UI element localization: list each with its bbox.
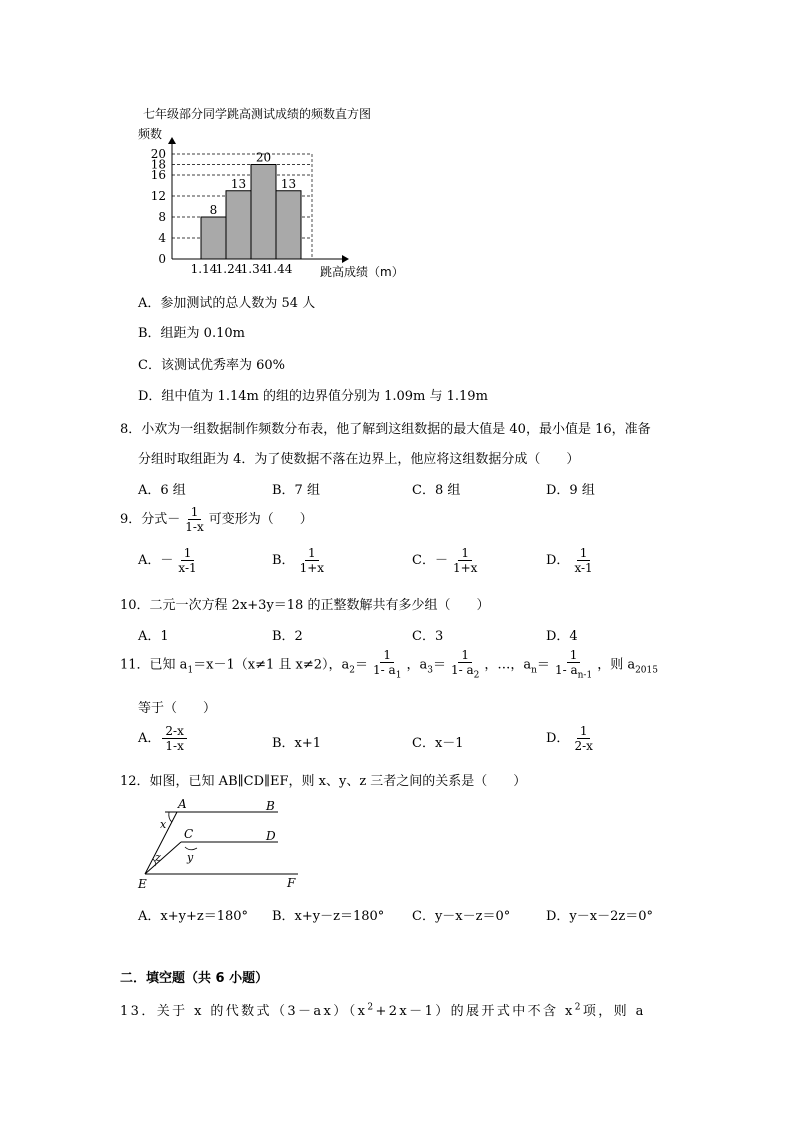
q7-option-d: D．组中值为 1.14m 的组的边界值分别为 1.09m 与 1.19m — [138, 389, 488, 404]
label-c: C — [184, 827, 194, 841]
frac-sub: n-1 — [577, 670, 593, 681]
q9-option-a — [138, 546, 202, 575]
q10-option-d: D．4 — [546, 629, 578, 644]
q9-suffix: 可变形为（ ） — [208, 512, 313, 527]
frac-num: 1 — [577, 724, 591, 739]
bar-data-label: 13 — [230, 176, 247, 191]
q11-sub: 2015 — [635, 665, 658, 676]
frac-den: 1- a — [554, 663, 578, 677]
q7-option-c: C．该测试优秀率为 60% — [138, 358, 285, 373]
q8-line1: 8．小欢为一组数据制作频数分布表，他了解到这组数据的最大值是 40，最小值是 16，准备 — [120, 422, 651, 437]
y-axis-title: 频数 — [138, 127, 163, 141]
label-x: x — [160, 818, 167, 831]
x-tick-label: 1.34 — [240, 262, 268, 276]
q11-option-b: B．x+1 — [272, 736, 322, 751]
q13-stem — [120, 1000, 646, 1019]
y-axis-arrow — [168, 137, 176, 144]
frac-den: 1+x — [452, 561, 478, 575]
x-tick-label: 1.44 — [265, 262, 293, 276]
frac-num: 1 — [567, 648, 581, 663]
frac-sub: 1 — [395, 670, 402, 681]
q12-option-c: C．y－x－z＝0° — [412, 909, 511, 924]
histogram-bar — [251, 165, 276, 260]
q8-line2: 分组时取组距为 4．为了使数据不落在边界上，他应将这组数据分成（ ） — [138, 452, 580, 467]
option-label: D． — [546, 553, 570, 568]
histogram-bar — [226, 191, 251, 259]
q11-option-c: C．x－1 — [412, 736, 464, 751]
label-a: A — [178, 797, 187, 811]
q10-option-a: A．1 — [138, 629, 169, 644]
y-tick-label: 0 — [158, 252, 166, 266]
option-label: A．－ — [138, 553, 174, 568]
q11-text: ＝ — [355, 657, 369, 673]
q10-option-b: B．2 — [272, 629, 303, 644]
q9-prefix: 9．分式－ — [120, 512, 181, 527]
q12-option-d: D．y－x－2z＝0° — [546, 909, 653, 924]
q9-stem — [120, 505, 313, 534]
histogram-chart — [120, 122, 420, 282]
option-label: A． — [138, 731, 161, 746]
bar-data-label: 13 — [280, 176, 297, 191]
parallel-lines-figure — [135, 795, 310, 895]
q13-text: 项，则 a — [582, 1004, 646, 1019]
q11-stem — [120, 648, 658, 682]
option-label: D． — [546, 731, 570, 746]
frac-den: x-1 — [574, 561, 593, 575]
q8-option-c: C．8 组 — [412, 483, 461, 498]
q11-option-d — [546, 724, 598, 753]
angle-x-arc — [169, 812, 172, 822]
q12-stem: 12．如图，已知 AB∥CD∥EF，则 x、y、z 三者之间的关系是（ ） — [120, 774, 527, 789]
q11-text: ，a — [406, 657, 428, 673]
option-label: C．－ — [412, 553, 448, 568]
frac-num: 1 — [380, 648, 394, 663]
q9-option-d — [546, 546, 598, 575]
q12-option-a: A．x+y+z＝180° — [138, 909, 249, 924]
q10-stem: 10．二元一次方程 2x+3y＝18 的正整数解共有多少组（ ） — [120, 598, 490, 613]
q11-sub: 1 — [187, 665, 194, 676]
q13-text: 13．关于 x 的代数式（3－ax）（x — [120, 1004, 368, 1019]
q11-text: 11．已知 a — [120, 657, 188, 673]
frac-num: 1 — [305, 546, 319, 561]
q12-option-b: B．x+y－z＝180° — [272, 909, 385, 924]
q7-option-b: B．组距为 0.10m — [138, 326, 245, 341]
label-d: D — [266, 829, 276, 843]
q8-option-d: D．9 组 — [546, 483, 595, 498]
q11-text: ，…，a — [484, 657, 532, 673]
y-tick-label: 12 — [150, 189, 166, 203]
q7-option-a: A．参加测试的总人数为 54 人 — [138, 296, 316, 311]
y-tick-label: 4 — [158, 231, 166, 245]
frac-den: x-1 — [178, 561, 197, 575]
q11-text: ，则 a — [597, 657, 636, 673]
line-ce — [145, 842, 181, 874]
q13-sup: 2 — [574, 1002, 583, 1013]
q11-text: ＝ — [432, 657, 446, 673]
y-tick-label: 8 — [158, 210, 166, 224]
y-tick-label: 16 — [150, 168, 166, 182]
y-tick-label: 18 — [150, 157, 166, 172]
frac-num: 1 — [458, 546, 472, 561]
chart-title: 七年级部分同学跳高测试成绩的频数直方图 — [143, 107, 372, 121]
frac-sub: 2 — [473, 670, 480, 681]
q8-option-b: B．7 组 — [272, 483, 320, 498]
frac-num: 1 — [577, 546, 591, 561]
y-tick-label: 20 — [150, 147, 166, 161]
x-axis-title: 跳高成绩（m） — [320, 265, 404, 279]
q10-option-c: C．3 — [412, 629, 444, 644]
frac-den: 1-x — [165, 739, 184, 753]
label-f: F — [287, 876, 296, 890]
label-e: E — [138, 877, 147, 891]
label-z: z — [155, 851, 161, 864]
q9-option-c — [412, 546, 482, 575]
frac-den: 1- a — [450, 663, 474, 677]
histogram-bar — [276, 191, 301, 259]
label-b: B — [266, 799, 275, 813]
q9-frac-den: 1-x — [185, 520, 204, 534]
q11-option-a — [138, 724, 189, 753]
q11-sub: 2 — [349, 665, 356, 676]
q9-option-b — [272, 546, 329, 575]
angle-y-arc — [185, 847, 197, 850]
x-tick-label: 1.14 — [190, 262, 218, 276]
bar-data-label: 20 — [255, 150, 272, 165]
section-title: 二．填空题（共 6 小题） — [120, 971, 269, 986]
histogram-bar — [201, 217, 226, 259]
frac-den: 1- a — [373, 663, 396, 677]
frac-num: 1 — [181, 546, 195, 561]
q11-text: ＝ — [536, 657, 550, 673]
q9-frac-num: 1 — [188, 505, 202, 520]
q13-text: +2x－1）的展开式中不含 x — [375, 1004, 575, 1019]
bar-data-label: 8 — [209, 203, 218, 217]
x-axis-arrow — [342, 255, 349, 263]
x-tick-label: 1.24 — [215, 262, 243, 276]
q11-line2: 等于（ ） — [138, 701, 217, 716]
frac-den: 2-x — [574, 739, 593, 753]
q13-sup: 2 — [367, 1002, 376, 1013]
q11-sub: 3 — [427, 665, 433, 676]
label-y: y — [187, 851, 194, 864]
q11-text: ＝x－1（x≠1 且 x≠2），a — [193, 657, 350, 673]
option-label: B． — [272, 553, 295, 568]
frac-den: 1+x — [299, 561, 325, 575]
frac-num: 2-x — [162, 724, 186, 739]
q8-option-a: A．6 组 — [138, 483, 186, 498]
q11-sub: n — [531, 665, 537, 676]
frac-num: 1 — [458, 648, 472, 663]
